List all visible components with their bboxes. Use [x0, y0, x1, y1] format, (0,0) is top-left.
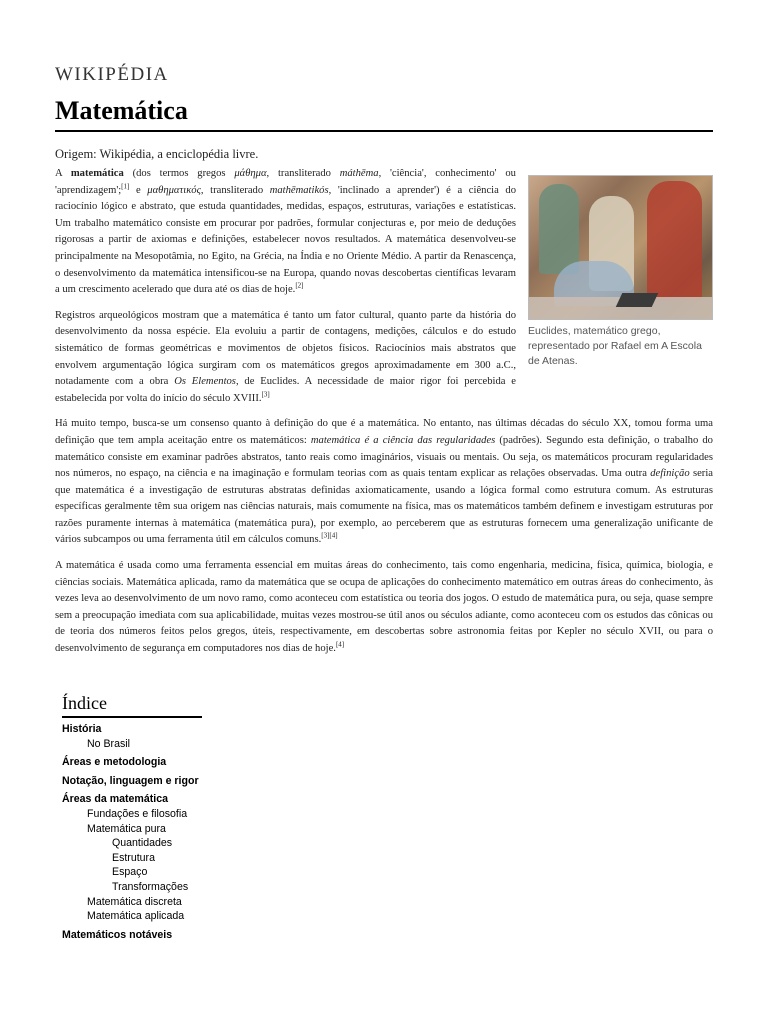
toc-title: Índice	[62, 693, 202, 718]
toc-item[interactable]: Matemática pura	[87, 822, 166, 835]
toc-item[interactable]: Transformações	[112, 880, 189, 893]
figure-caption: Euclides, matemático grego, representado por Rafael em A Escola de Atenas.	[528, 325, 702, 367]
table-of-contents	[62, 693, 202, 942]
toc-item[interactable]: Notação, linguagem e rigor	[62, 774, 199, 787]
reference-link[interactable]: [3][4]	[321, 531, 338, 540]
toc-list	[62, 722, 202, 942]
toc-item[interactable]: Áreas e metodologia	[62, 756, 167, 769]
article-body	[55, 166, 713, 667]
reference-link[interactable]: [3]	[261, 390, 270, 399]
origin-line: Origem: Wikipédia, a enciclopédia livre.	[55, 147, 259, 161]
reference-link[interactable]: [2]	[295, 281, 304, 290]
reference-link[interactable]: [4]	[335, 640, 345, 649]
wikipedia-logo[interactable]: WIKIPÉDIA	[55, 64, 169, 85]
thumbnail-figure	[528, 175, 713, 369]
paragraph-applications: A matemática é usada como uma ferramenta essencial em muitas áreas do conhecimento, tais como engenharia, medicina, física, química, biologia, e ciências sociais. Matemática aplicada, ramo da matemática que se ocupa de aplicações do conhecimento matemático em outras áreas do conhecimento, às vezes leva ao desenvolvimento de um novo ramo, como aconteceu com estatística ou teoria dos jogos. O estudo de matemática pura, ou seja, quase sempre sem a preocupação imediata com sua aplicabilidade, muitas vezes mostrou-se útil anos ou séculos adiante, como aconteceu com os estudos das cônicas ou de teoria dos números feitos pelos gregos, úteis, respectivamente, em descobertas sobre astronomia feitas por Kepler no século XVII, ou para o desenvolvimento de segurança em computadores nos dias de hoje.[4]	[55, 560, 713, 655]
title-divider	[55, 130, 713, 132]
work-title: Os Elementos	[174, 376, 236, 388]
paragraph-intro: A matemática (dos termos gregos μάθημα, transliterado máthēma, 'ciência', conhecimento' ou 'aprendizagem';[1] e μαθηματικός, transliterado mathēmatikós, 'inclinado a aprender') é a ciência do raciocínio lógico e abstrato, que estuda quantidades, medidas, espaços, estruturas, variações e estatísticas. Um trabalho matemático consiste em procurar por padrões, formular conjecturas e, por meio de deduções rigorosas a partir de axiomas e definições, estabelecer novos resultados. A matemática desenvolveu-se principalmente na Mesopotâmia, no Egito, na Grécia, na Índia e no Oriente Médio. A partir da Renascença, o desenvolvimento da matemática intensificou-se na Europa, quando novas descobertas científicas levaram a um crescimento acelerado que dura até os dias de hoje.[2]	[55, 168, 516, 296]
toc-item[interactable]: Matemática discreta	[87, 895, 182, 908]
school-of-athens-image[interactable]	[528, 175, 713, 320]
toc-item[interactable]: Fundações e filosofia	[87, 807, 188, 820]
paragraph-definition: Há muito tempo, busca-se um consenso quanto à definição do que é a matemática. No entanto, nas últimas décadas do século XX, tomou forma uma definição que tem ampla aceitação entre os matemáticos: matemática é a ciência das regularidades (padrões). Segundo esta definição, o trabalho do matemático consiste em examinar padrões abstratos, tanto reais como imaginários, visuais ou mentais. Ou seja, os matemáticos procuram regularidades nos números, no espaço, na ciência e na imaginação e formulam teorias com as quais tentam explicar as relações observadas. Uma outra definição seria que matemática é a investigação de estruturas abstratas definidas axiomaticamente, usando a lógica formal como estrutura comum. As estruturas específicas geralmente têm sua origem nas ciências naturais, mais comumente na física, mas os matemáticos também definem e investigam estruturas por razões puramente internas à matemática (matemática pura), por exemplo, ao perceberem que as estruturas fornecem uma generalização unificante de vários subcampos ou uma ferramenta útil em cálculos comuns.[3][4]	[55, 418, 713, 546]
toc-item[interactable]: Espaço	[112, 866, 148, 879]
term-matematica: matemática	[70, 168, 124, 179]
toc-item[interactable]: Estrutura	[112, 851, 155, 864]
toc-item[interactable]: História	[62, 723, 102, 735]
toc-item[interactable]: No Brasil	[87, 737, 130, 750]
reference-link[interactable]: [1]	[121, 182, 130, 191]
toc-item[interactable]: Matemática aplicada	[87, 910, 185, 923]
toc-item[interactable]: Áreas da matemática	[62, 793, 168, 806]
paragraph-history: Registros arqueológicos mostram que a matemática é tanto um fator cultural, quanto parte da história do desenvolvimento da nossa espécie. Ela evoluiu a partir de contagens, medições, cálculos e do estudo sistemático de formas geométricas e movimentos de objetos físicos. Raciocínios mais abstratos que envolvem argumentação lógica surgiram com os matemáticos gregos aproximadamente em 300 a.C., notadamente com a obra Os Elementos, de Euclides. A necessidade de maior rigor foi percebida e estabelecida por volta do início do século XVIII.[3]	[55, 309, 516, 404]
page-title: Matemática	[55, 96, 188, 125]
toc-item[interactable]: Matemáticos notáveis	[62, 928, 173, 941]
toc-item[interactable]: Quantidades	[112, 837, 173, 850]
